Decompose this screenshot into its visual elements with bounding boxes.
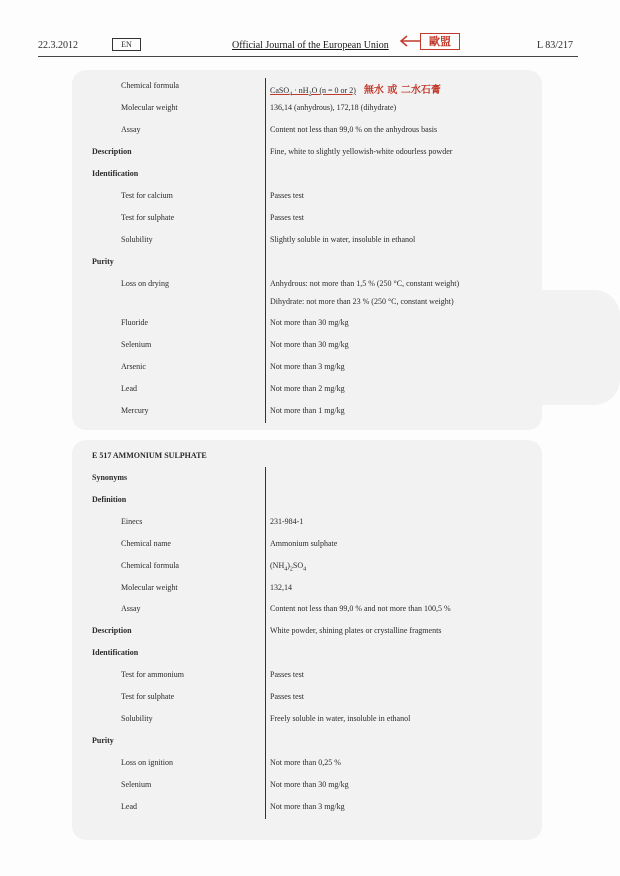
spec-row xyxy=(0,670,620,684)
spec-value: Not more than 3 mg/kg xyxy=(270,362,345,371)
spec-value: Not more than 2 mg/kg xyxy=(270,384,345,393)
spec-value: Dihydrate: not more than 23 % (250 °C, constant weight) xyxy=(270,297,454,306)
spec-label: Chemical formula xyxy=(121,561,179,570)
spec-label: Assay xyxy=(121,604,141,613)
spec-value: Not more than 30 mg/kg xyxy=(270,318,349,327)
spec-label: Selenium xyxy=(121,340,152,349)
spec-label: Solubility xyxy=(121,714,153,723)
spec-row xyxy=(0,561,620,575)
spec-label: Purity xyxy=(92,736,114,745)
spec-label: Molecular weight xyxy=(121,583,178,592)
spec-row xyxy=(0,714,620,728)
language-badge: EN xyxy=(112,38,141,51)
spec-row xyxy=(0,362,620,376)
spec-row xyxy=(0,169,620,183)
spec-row xyxy=(0,406,620,420)
spec-label: Loss on drying xyxy=(121,279,169,288)
spec-row xyxy=(0,802,620,816)
spec-label: Test for ammonium xyxy=(121,670,184,679)
spec-value: Freely soluble in water, insoluble in ethanol xyxy=(270,714,411,723)
page-number: L 83/217 xyxy=(537,40,574,51)
header-rule xyxy=(38,56,578,57)
spec-row xyxy=(0,81,620,98)
spec-value: Passes test xyxy=(270,692,304,701)
spec-label: Test for sulphate xyxy=(121,692,175,701)
spec-row xyxy=(0,147,620,161)
spec-label: Chemical formula xyxy=(121,81,179,90)
spec-label: Purity xyxy=(92,257,114,266)
spec-row xyxy=(0,758,620,772)
spec-row xyxy=(0,648,620,662)
spec-label: Definition xyxy=(92,495,127,504)
spec-label: Lead xyxy=(121,802,137,811)
spec-label: Einecs xyxy=(121,517,143,526)
spec-row xyxy=(0,318,620,332)
spec-row xyxy=(0,736,620,750)
spec-label: Fluoride xyxy=(121,318,149,327)
spec-value: Passes test xyxy=(270,670,304,679)
spec-value: Not more than 30 mg/kg xyxy=(270,340,349,349)
spec-label: Synonyms xyxy=(92,473,128,482)
header-date: 22.3.2012 xyxy=(38,40,78,51)
spec-label: Selenium xyxy=(121,780,152,789)
scan-shade xyxy=(72,70,542,430)
spec-label: Test for calcium xyxy=(121,191,173,200)
spec-value: Passes test xyxy=(270,213,304,222)
spec-value: Fine, white to slightly yellowish-white odourless powder xyxy=(270,147,453,156)
spec-value: 136,14 (anhydrous), 172,18 (dihydrate) xyxy=(270,103,397,112)
spec-row xyxy=(0,517,620,531)
spec-row xyxy=(0,692,620,706)
spec-value: Slightly soluble in water, insoluble in ethanol xyxy=(270,235,416,244)
spec-value: 231-984-1 xyxy=(270,517,304,526)
journal-title: Official Journal of the European Union xyxy=(232,40,389,51)
spec-row xyxy=(0,473,620,487)
spec-row xyxy=(0,235,620,249)
spec-value: Anhydrous: not more than 1,5 % (250 °C, constant weight) xyxy=(270,279,460,288)
spec-row xyxy=(0,297,620,311)
spec-label: Arsenic xyxy=(121,362,146,371)
spec-row xyxy=(0,125,620,139)
spec-label: Description xyxy=(92,147,132,156)
header-annotation: 歐盟 xyxy=(420,33,460,50)
spec-label: Mercury xyxy=(121,406,149,415)
spec-value: Content not less than 99,0 % and not more than 100,5 % xyxy=(270,604,451,613)
spec-row xyxy=(0,626,620,640)
spec-value: Ammonium sulphate xyxy=(270,539,338,548)
spec-row xyxy=(0,780,620,794)
spec-row xyxy=(0,279,620,293)
spec-label: Identification xyxy=(92,648,139,657)
spec-label: Lead xyxy=(121,384,137,393)
spec-row xyxy=(0,495,620,509)
spec-row xyxy=(0,340,620,354)
spec-row xyxy=(0,103,620,117)
spec-value: Not more than 3 mg/kg xyxy=(270,802,345,811)
spec-value xyxy=(270,81,441,98)
spec-value: 132,14 xyxy=(270,583,292,592)
spec-label: Test for sulphate xyxy=(121,213,175,222)
section-title: E 517 AMMONIUM SULPHATE xyxy=(92,451,207,460)
spec-label: Description xyxy=(92,626,132,635)
spec-value: $(NH_4)_2SO_4$ xyxy=(270,561,307,573)
spec-value: Not more than 1 mg/kg xyxy=(270,406,345,415)
spec-row xyxy=(0,257,620,271)
spec-value: Not more than 0,25 % xyxy=(270,758,341,767)
spec-label: Solubility xyxy=(121,235,153,244)
spec-value: Content not less than 99,0 % on the anhydrous basis xyxy=(270,125,438,134)
spec-label: Molecular weight xyxy=(121,103,178,112)
formula-text: CaSO$_4$ · $nH_2O$ (n = 0 or 2) xyxy=(270,86,356,98)
spec-row xyxy=(0,583,620,597)
spec-row xyxy=(0,539,620,553)
spec-row xyxy=(0,604,620,618)
formula-annotation: 無水 或 二水石膏 xyxy=(363,85,441,96)
spec-label: Loss on ignition xyxy=(121,758,174,767)
spec-row xyxy=(0,191,620,205)
spec-row xyxy=(0,213,620,227)
annotation-arrow-icon xyxy=(399,33,421,49)
journal-header xyxy=(0,0,620,60)
spec-label: Identification xyxy=(92,169,139,178)
spec-label: Assay xyxy=(121,125,141,134)
spec-value: Not more than 30 mg/kg xyxy=(270,780,349,789)
spec-label: Chemical name xyxy=(121,539,171,548)
spec-value: Passes test xyxy=(270,191,304,200)
spec-row xyxy=(0,384,620,398)
spec-value: White powder, shining plates or crystalline fragments xyxy=(270,626,442,635)
